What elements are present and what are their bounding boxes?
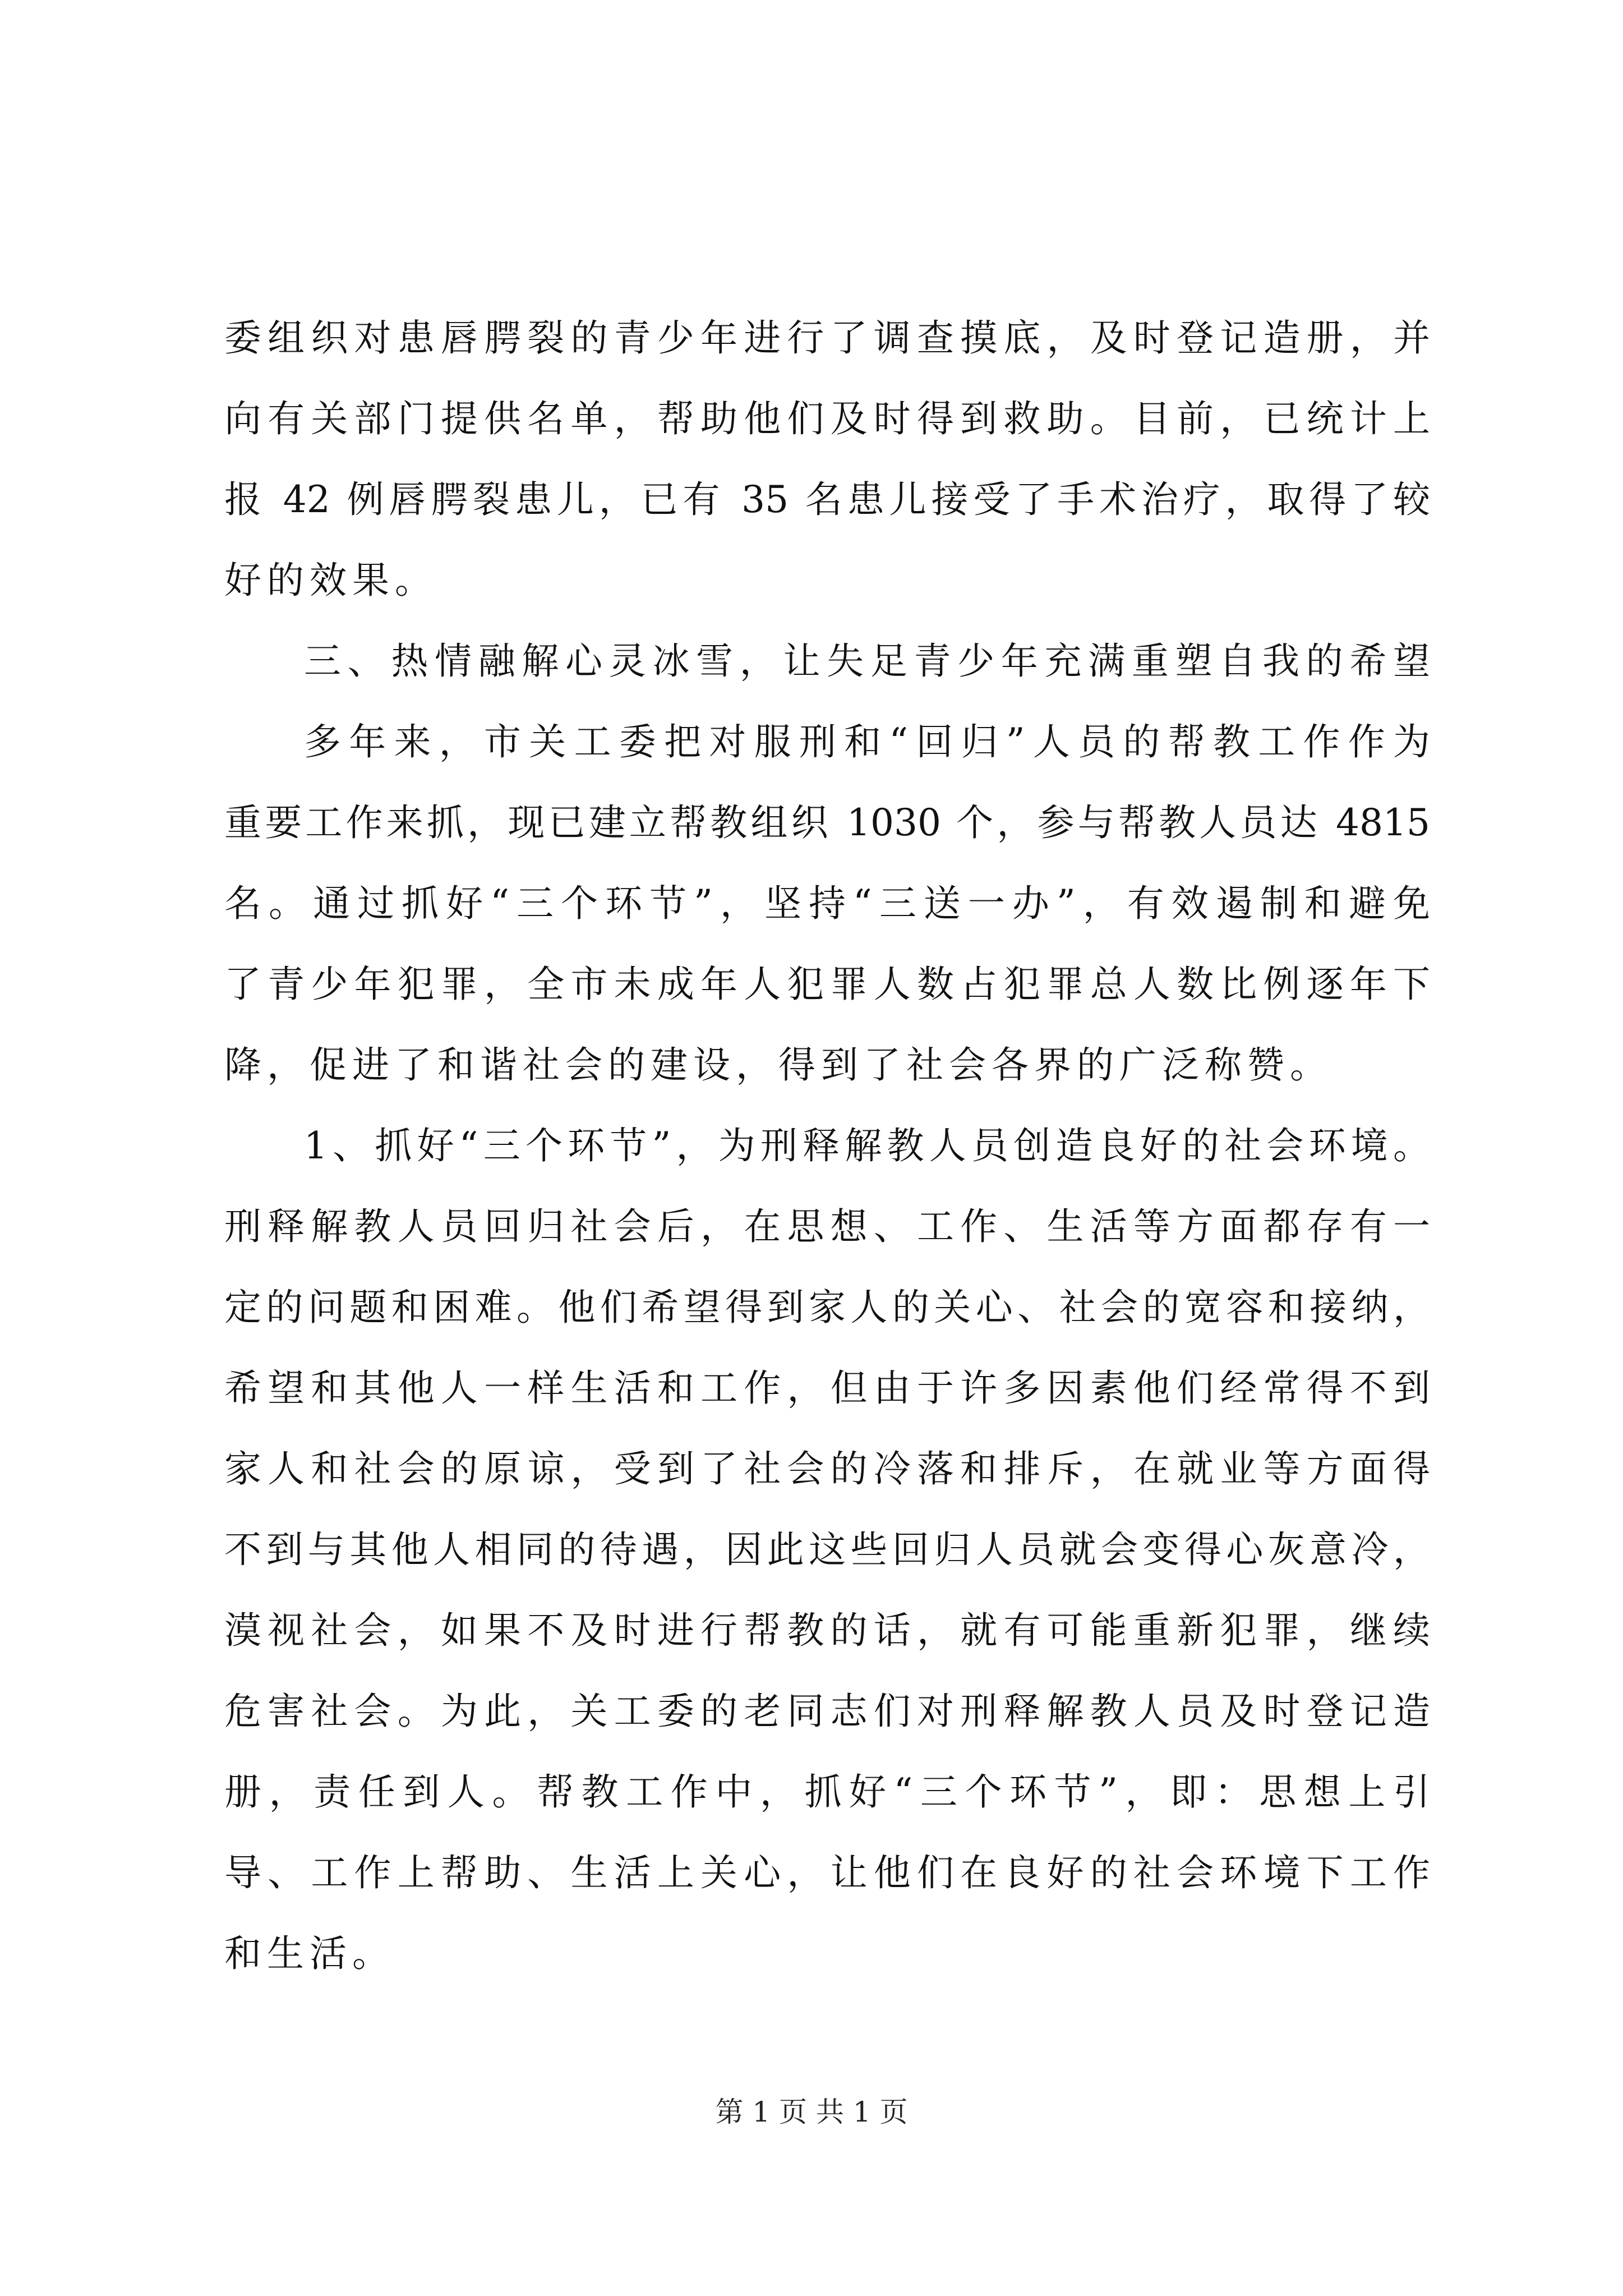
section-heading: 三、热情融解心灵冰雪，让失足青少年充满重塑自我的希望	[304, 639, 1430, 683]
page-number-footer: 第 1 页 共 1 页	[715, 2096, 908, 2128]
text-line: 了青少年犯罪，全市未成年人犯罪人数占犯罪总人数比例逐年下	[224, 963, 1430, 1006]
text-line: 和生活。	[224, 1932, 395, 1975]
text-line: 好的效果。	[224, 559, 437, 602]
text-line: 名。通过抓好“三个环节”，坚持“三送一办”，有效遏制和避免	[224, 882, 1430, 925]
text-line: 报 42 例唇腭裂患儿，已有 35 名患儿接受了手术治疗，取得了较	[224, 478, 1430, 521]
text-line: 家人和社会的原谅，受到了社会的冷落和排斥，在就业等方面得	[224, 1447, 1430, 1490]
text-line: 刑释解教人员回归社会后，在思想、工作、生活等方面都存有一	[224, 1205, 1430, 1248]
subsection-heading: 1、抓好“三个环节”，为刑释解教人员创造良好的社会环境。	[304, 1124, 1430, 1167]
text-line: 降，促进了和谐社会的建设，得到了社会各界的广泛称赞。	[224, 1043, 1332, 1087]
text-line: 导、工作上帮助、生活上关心，让他们在良好的社会环境下工作	[224, 1851, 1430, 1894]
text-line: 不到与其他人相同的待遇，因此这些回归人员就会变得心灰意冷，	[224, 1528, 1430, 1571]
text-line: 多年来，市关工委把对服刑和“回归”人员的帮教工作作为	[304, 720, 1430, 763]
text-line: 危害社会。为此，关工委的老同志们对刑释解教人员及时登记造	[224, 1690, 1430, 1733]
text-line: 册，责任到人。帮教工作中，抓好“三个环节”，即：思想上引	[224, 1770, 1430, 1814]
text-line: 希望和其他人一样生活和工作，但由于许多因素他们经常得不到	[224, 1366, 1430, 1410]
text-line: 向有关部门提供名单，帮助他们及时得到救助。目前，已统计上	[224, 397, 1430, 440]
text-line: 漠视社会，如果不及时进行帮教的话，就有可能重新犯罪，继续	[224, 1609, 1430, 1652]
text-line: 重要工作来抓，现已建立帮教组织 1030 个，参与帮教人员达 4815	[224, 801, 1430, 844]
text-line: 委组织对患唇腭裂的青少年进行了调查摸底，及时登记造册，并	[224, 316, 1430, 360]
text-line: 定的问题和困难。他们希望得到家人的关心、社会的宽容和接纳，	[224, 1286, 1430, 1329]
